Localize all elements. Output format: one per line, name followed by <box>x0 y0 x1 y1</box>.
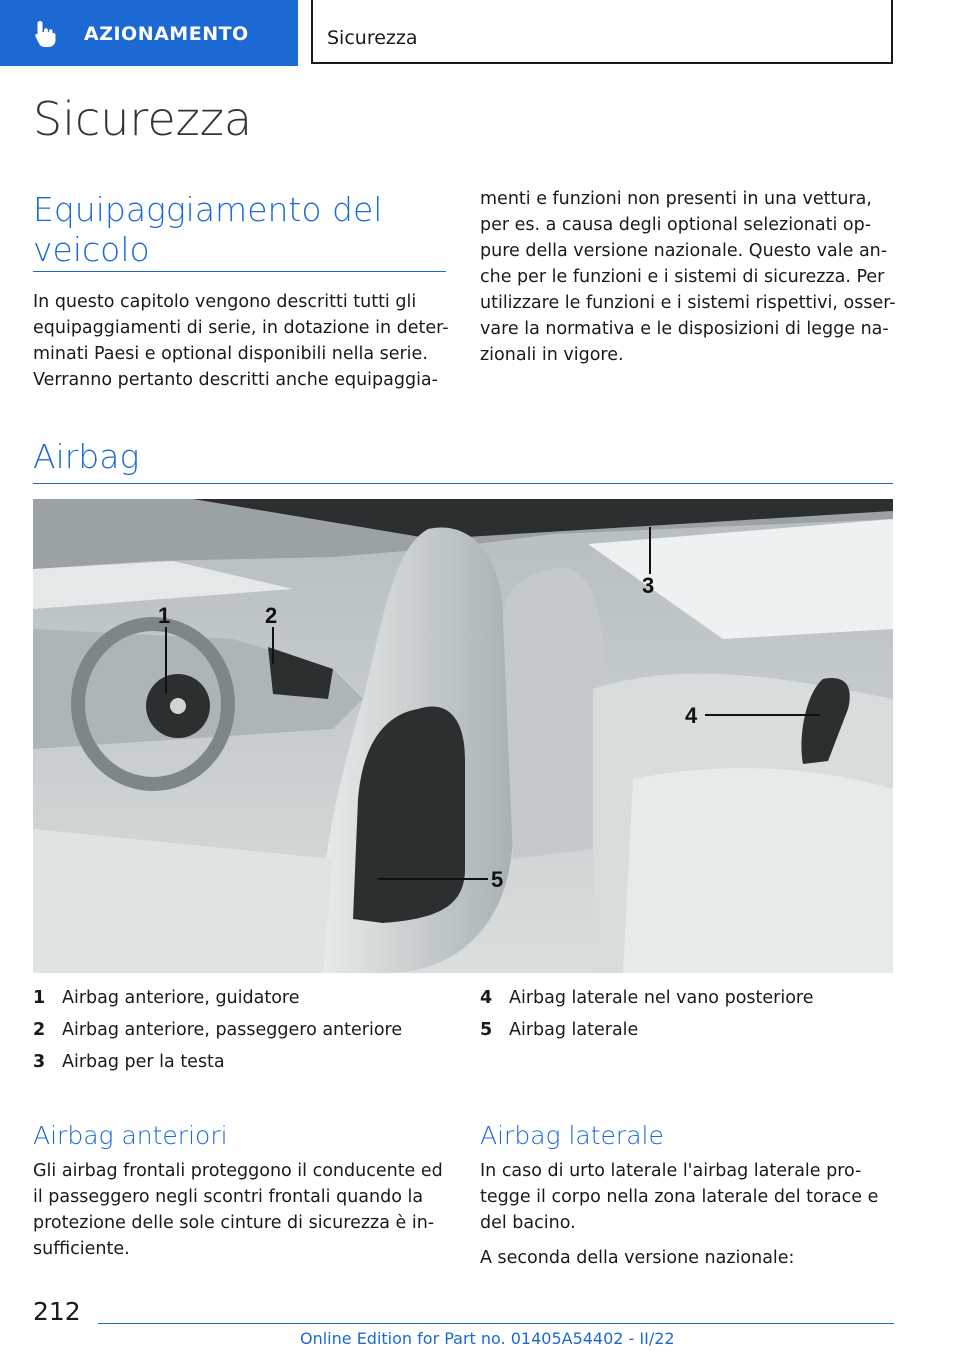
section-tab[interactable] <box>0 0 298 66</box>
edition-footer: Online Edition for Part no. 01405A54402 - II/22 <box>300 1329 675 1348</box>
text-line: protezione delle sole cinture di sicurezza è in- <box>33 1213 435 1233</box>
side-airbag-text <box>480 1158 900 1271</box>
text-line: utilizzare le funzioni e i sistemi rispettivi, osser- <box>480 293 896 313</box>
airbag-figure <box>33 499 893 973</box>
hand-pointer-icon <box>30 18 62 50</box>
text-line: il passeggero negli scontri frontali quando la <box>33 1187 424 1207</box>
legend-number: 3 <box>33 1052 46 1072</box>
bmw-logo-icon <box>170 698 186 714</box>
text-line: sufficiente. <box>33 1239 130 1259</box>
text-line: Gli airbag frontali proteggono il conducente ed <box>33 1161 443 1181</box>
legend-text: Airbag anteriore, guidatore <box>62 988 300 1008</box>
text-line: equipaggiamenti di serie, in dotazione in deter- <box>33 318 449 338</box>
front-airbags-text <box>33 1158 453 1262</box>
airbag-heading: Airbag <box>33 437 140 476</box>
text-line: menti e funzioni non presenti in una vettura, <box>480 189 872 209</box>
legend-number: 4 <box>480 988 493 1008</box>
callout-5: 5 <box>491 867 504 892</box>
page-number: 212 <box>33 1297 81 1326</box>
airbag-rule <box>33 483 893 484</box>
side-airbag-heading: Airbag laterale <box>480 1121 664 1150</box>
legend-number: 2 <box>33 1020 46 1040</box>
legend-text: Airbag laterale <box>509 1020 639 1040</box>
equipment-heading-line-1: Equipaggiamento del <box>33 190 383 229</box>
equipment-text-col2 <box>480 186 900 368</box>
text-line: del bacino. <box>480 1213 576 1233</box>
text-line: A seconda della versione nazionale: <box>480 1248 795 1268</box>
chapter-tab[interactable] <box>311 0 893 64</box>
text-line: In caso di urto laterale l'airbag laterale pro- <box>480 1161 862 1181</box>
legend-number: 1 <box>33 988 46 1008</box>
equipment-heading-line-2: veicolo <box>33 230 150 269</box>
text-line: Verranno pertanto descritti anche equipaggia- <box>33 370 438 390</box>
text-line: tegge il corpo nella zona laterale del torace e <box>480 1187 879 1207</box>
text-line: che per le funzioni e i sistemi di sicurezza. Per <box>480 267 885 287</box>
equipment-rule <box>33 271 446 272</box>
callout-3: 3 <box>642 573 655 598</box>
callout-4: 4 <box>685 703 698 728</box>
equipment-text-col1 <box>33 289 453 393</box>
legend-text: Airbag anteriore, passeggero anteriore <box>62 1020 403 1040</box>
text-line: In questo capitolo vengono descritti tutti gli <box>33 292 417 312</box>
text-line: per es. a causa degli optional selezionati op- <box>480 215 872 235</box>
footer-rule <box>98 1323 894 1324</box>
legend-number: 5 <box>480 1020 493 1040</box>
legend-text: Airbag per la testa <box>62 1052 225 1072</box>
front-airbags-heading: Airbag anteriori <box>33 1121 228 1150</box>
callout-1: 1 <box>158 603 171 628</box>
text-line: vare la normativa e le disposizioni di legge na- <box>480 319 889 339</box>
chapter-label: Sicurezza <box>327 27 418 49</box>
page-title: Sicurezza <box>33 92 253 146</box>
text-line: zionali in vigore. <box>480 345 624 365</box>
section-label: AZIONAMENTO <box>84 23 249 45</box>
legend-text: Airbag laterale nel vano posteriore <box>509 988 814 1008</box>
callout-2: 2 <box>265 603 278 628</box>
text-line: pure della versione nazionale. Questo vale an- <box>480 241 888 261</box>
text-line: minati Paesi e optional disponibili nella serie. <box>33 344 428 364</box>
equipment-heading <box>33 190 382 270</box>
car-interior-illustration <box>33 499 893 973</box>
